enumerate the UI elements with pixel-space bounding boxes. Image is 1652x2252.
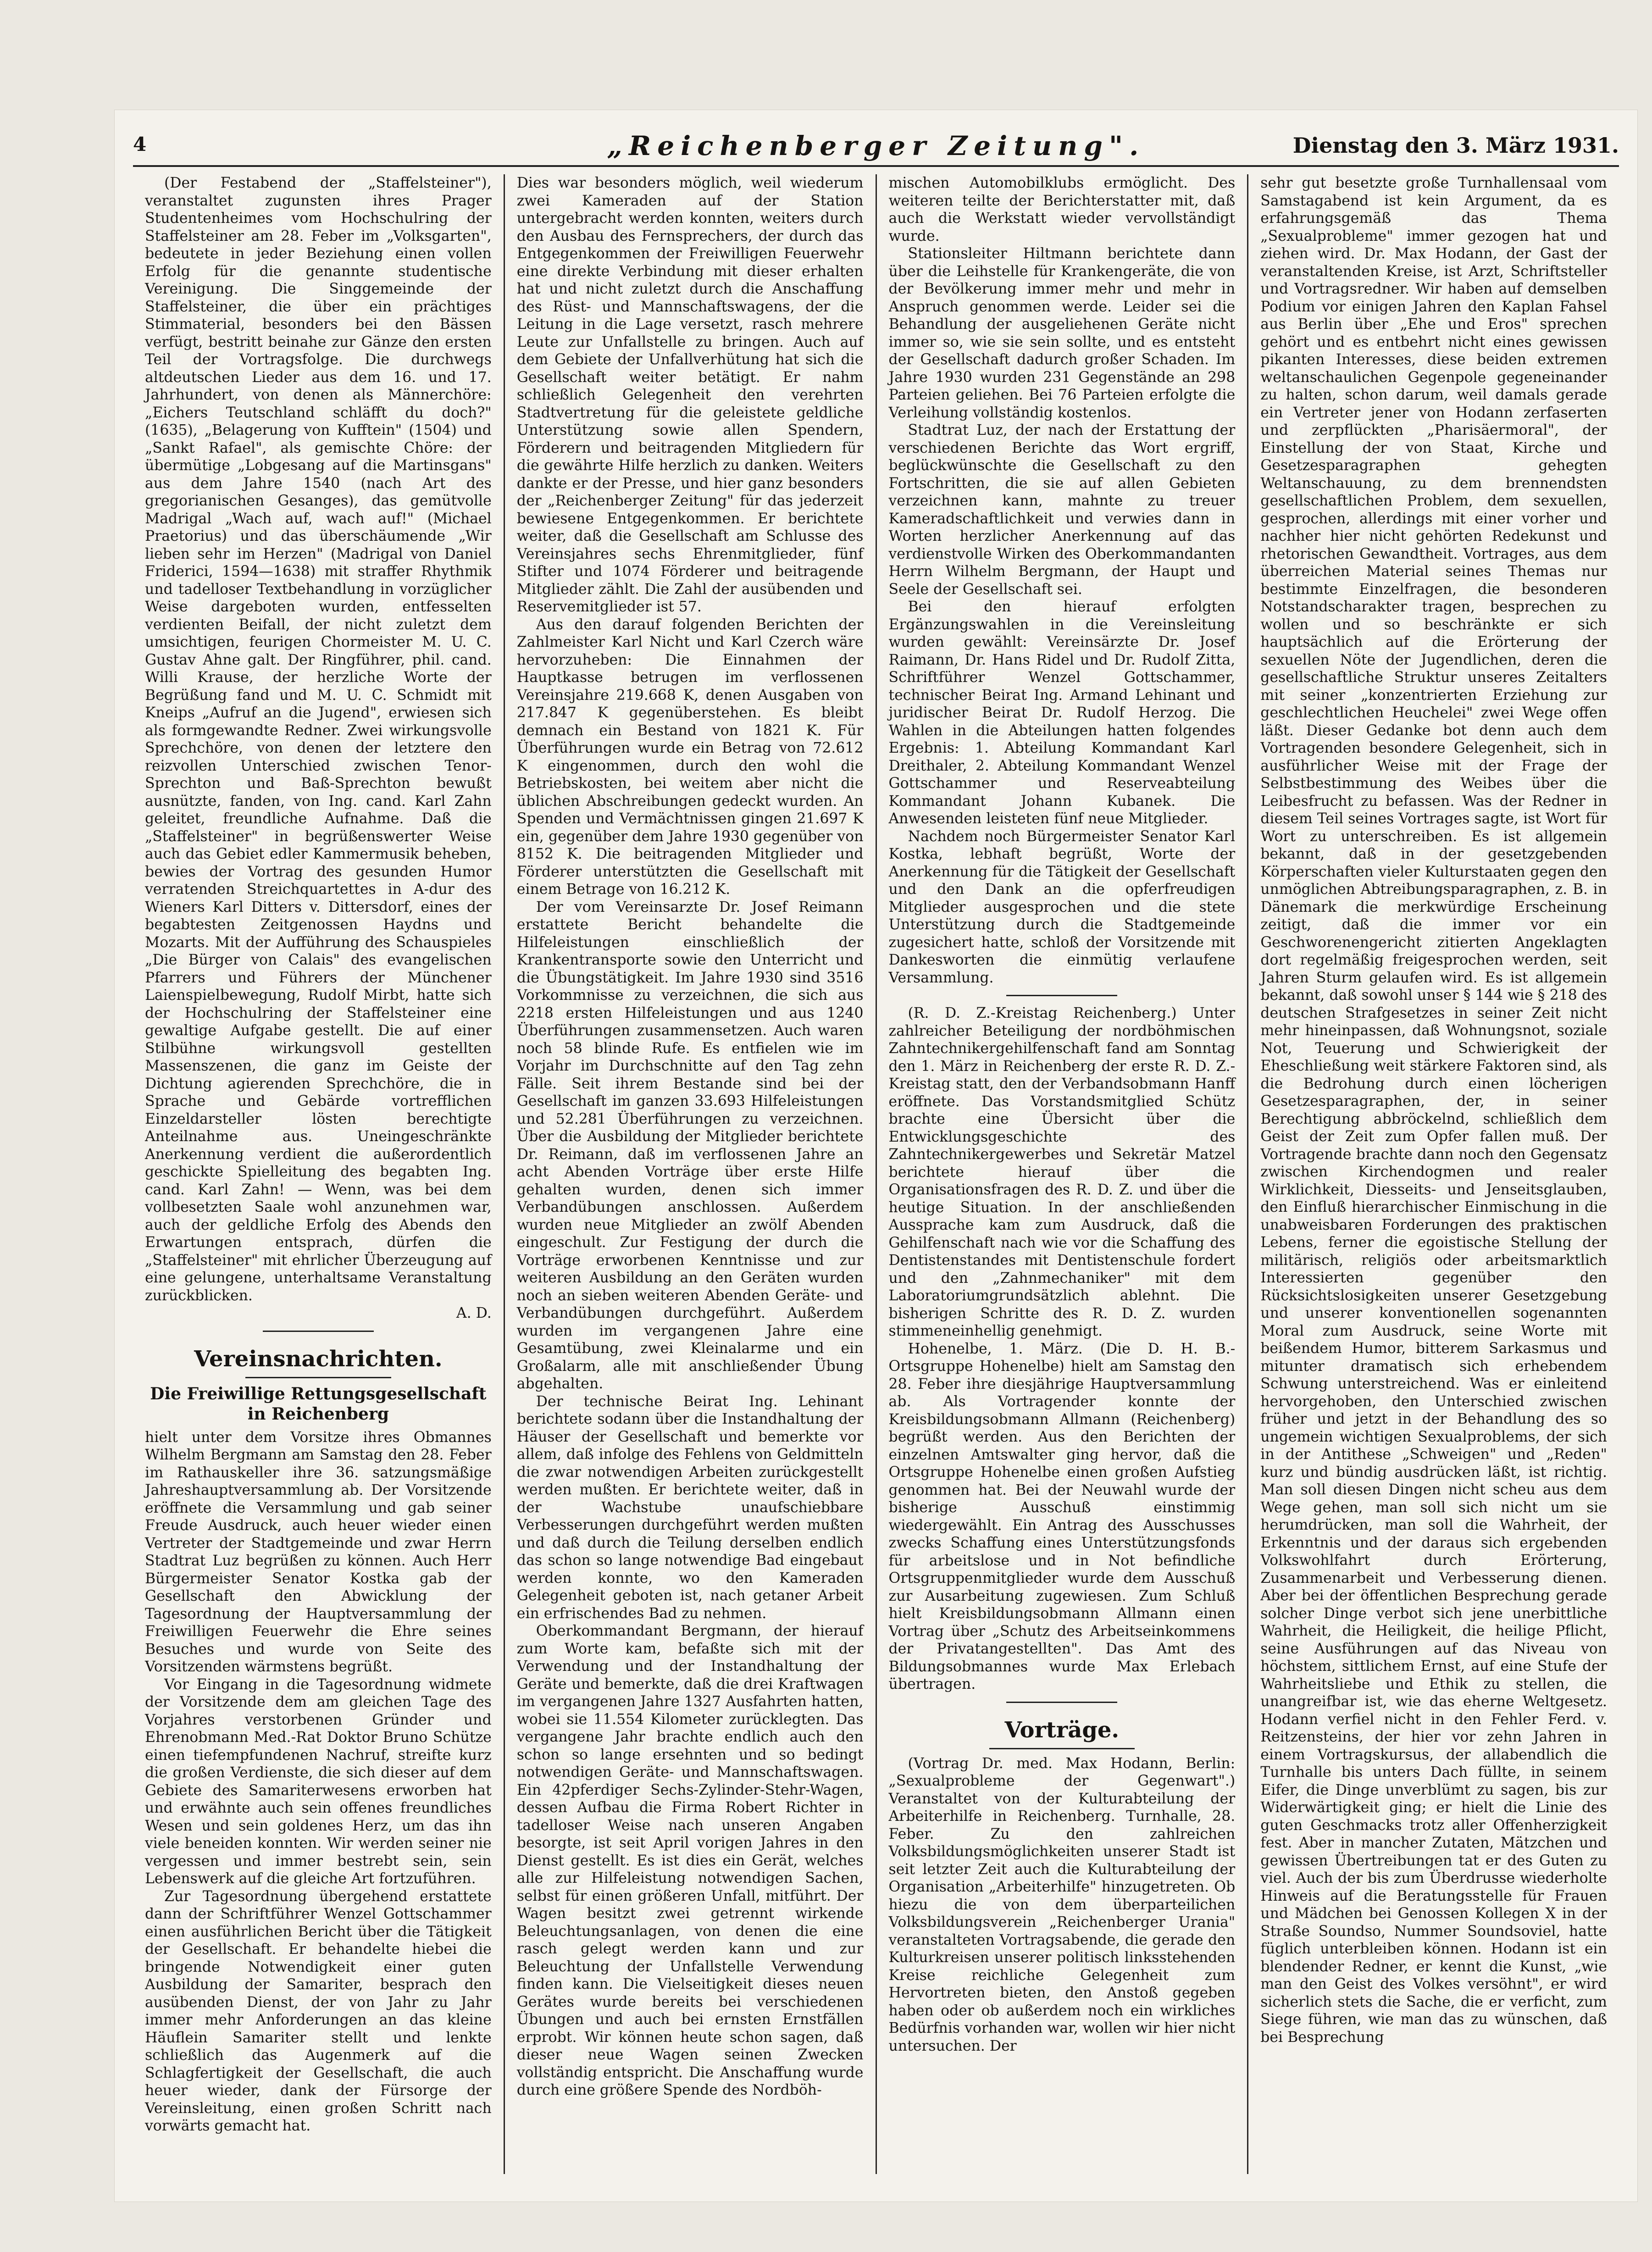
page-header xyxy=(133,128,1619,167)
divider xyxy=(245,1377,391,1378)
page-number: 4 xyxy=(133,133,149,155)
masthead: „Reichenberger Zeitung". xyxy=(607,130,1145,161)
issue-date: Dienstag den 3. März 1931. xyxy=(1292,133,1619,158)
paragraph: Bei den hierauf erfolgten Ergänzungswahlen in die Vereinsleitung wurden gewählt: Vereinsärzte Dr. Josef Raimann, Dr. Hans Ridel und Dr. Rudolf Zitta, Schriftführer Wenzel Gottschammer, technischer Beirat Ing. Armand Lehinant und juridischer Beirat Dr. Rudolf Herzog. Die Wahlen in die Abteilungen hatten folgendes Ergebnis: 1. Abteilung Kommandant Karl Dreithaler, 2. Abteilung Kommandant Wenzel Gottschammer und Reserveabteilung Kommandant Johann Kubanek. Die Anwesenden leisteten fünf neue Mitglieder. xyxy=(888,599,1236,827)
divider xyxy=(1006,1702,1117,1703)
paragraph: Dies war besonders möglich, weil wiederum zwei Kameraden auf der Station untergebracht werden konnten, weiters durch den Ausbau des Fernsprechers, der durch das Entgegenkommen der Freiwilligen Feuerwehr eine direkte Verbindung mit dieser erhalten hat und nicht zuletzt durch die Anschaffung des Rüst- und Mannschaftswagens, der die Leitung in die Lage versetzt, rasch mehrere Leute zur Unfallstelle zu bringen. Auch auf dem Gebiete der Unfallverhütung hat sich die Gesellschaft weiter betätigt. Er nahm schließlich Gelegenheit den verehrten Stadtvertretung für die geleistete geldliche Unterstützung sowie allen Spendern, Förderern und beitragenden Mitgliedern für die gewährte Hilfe herzlich zu danken. Weiters dankte er der Presse, und hier ganz besonders der „Reichenberger Zeitung" für das jederzeit bewiesene Entgegenkommen. Er berichtete weiter, daß die Gesellschaft am Schlusse des Vereinsjahres sechs Ehrenmitglieder, fünf Stifter und 1074 Förderer und beitragende Mitglieder zählt. Die Zahl der ausübenden und Reservemitglieder ist 57. xyxy=(516,175,864,615)
paragraph: Oberkommandant Bergmann, der hierauf zum Worte kam, befaßte sich mit der Verwendung und der Instandhaltung der Geräte und bemerkte, daß die drei Kraftwagen im vergangenen Jahre 1327 Ausfahrten hatten, wobei sie 11.554 Kilometer zurücklegten. Das vergangene Jahr brachte endlich auch den schon so lange ersehnten und so bedingt notwendigen Geräte- und Mannschaftswagen. Ein 42pferdiger Sechs-Zylinder-Stehr-Wagen, dessen Aufbau die Firma Robert Richter in tadelloser Weise nach unseren Angaben besorgte, ist seit April vorigen Jahres in den Dienst gestellt. Es ist dies ein Gerät, welches alle zur Hilfeleistung notwendigen Sachen, selbst für einen größeren Unfall, mitführt. Der Wagen besitzt zwei getrennt wirkende Beleuchtungsanlagen, von denen die eine rasch gelegt werden kann und zur Beleuchtung der Unfallstelle Verwendung finden kann. Die Vielseitigkeit dieses neuen Gerätes wurde bereits bei verschiedenen Übungen und auch bei ernsten Ernstfällen erprobt. Wir können heute schon sagen, daß dieser neue Wagen seinen Zwecken vollständig entspricht. Die Anschaffung wurde durch eine größere Spende des Nordböh- xyxy=(516,1623,864,2098)
column-4 xyxy=(1247,174,1619,2174)
staffelsteiner-article: (Der Festabend der „Staffelsteiner"), veranstaltet zugunsten ihres Prager Studentenheimes vom Hochschulring der Staffelsteiner am 28. Feber im „Volksgarten", bedeutete in jeder Beziehung einen vollen Erfolg für die genannte studentische Vereinigung. Die Singgemeinde der Staffelsteiner, die über ein prächtiges Stimmaterial, besonders bei den Bässen verfügt, bestritt beinahe zur Gänze den ersten Teil der Vortragsfolge. Die durchwegs altdeutschen Lieder aus dem 16. und 17. Jahrhundert, von denen als Männerchöre: „Eichers Teutschland schläfft du doch?" (1635), „Belagerung von Kufftein" (1504) und „Sankt Rafael", als gemischte Chöre: der übermütige „Lobgesang auf die Martinsgans" aus dem Jahre 1540 (nach Art des gregorianischen Gesanges), das gemütvolle Madrigal „Wach auf, wach auf!" (Michael Praetorius) und das überschäumende „Wir lieben sehr im Herzen" (Madrigal von Daniel Friderici, 1594—1638) mit straffer Rhythmik und tadelloser Textbehandlung in vorzüglicher Weise dargeboten wurden, entfesselten verdienten Beifall, der nicht zuletzt dem umsichtigen, feurigen Chormeister M. U. C. Gustav Ahne galt. Der Ringführer, phil. cand. Willi Krause, der herzliche Worte der Begrüßung fand und M. U. C. Schmidt mit Kneips „Aufruf an die Jugend", erwiesen sich als formgewandte Redner. Zwei wirkungsvolle Sprechchöre, von denen der letztere den reizvollen Unterschied zwischen Tenor-Sprechton und Baß-Sprechton bewußt ausnützte, fanden, von Ing. cand. Karl Zahn geleitet, freundliche Aufnahme. Daß die „Staffelsteiner" in begrüßenswerter Weise auch das Gebiet edler Kammermusik beheben, bewies der Vortrag des gesunden Humor verratenden Streichquartettes in A-dur des Wieners Karl Ditters v. Dittersdorf, eines der begabtesten Zeitgenossen Haydns und Mozarts. Mit der Aufführung des Schauspieles „Die Bürger von Calais" des evangelischen Pfarrers und Führers der Münchener Laienspielbewegung, Rudolf Mirbt, hatte sich der Hochschulring der Staffelsteiner eine gewaltige Aufgabe gestellt. Die auf einer Stilbühne wirkungsvoll gestellten Massenszenen, die ganz im Geiste der Dichtung agierenden Sprechchöre, die in Sprache und Gebärde vortrefflichen Einzeldarsteller lösten berechtigte Anteilnahme aus. Uneingeschränkte Anerkennung verdient die außerordentlich geschickte Spielleitung des begabten Ing. cand. Karl Zahn! — Wenn, was bei dem vollbesetzten Saale wohl anzunehmen war, auch der geldliche Erfolg des Abends den Erwartungen entsprach, dürfen die „Staffelsteiner" mit ehrlicher Überzeugung auf eine gelungene, unterhaltsame Veranstaltung zurückblicken. xyxy=(145,175,492,1304)
paragraph: Der vom Vereinsarzte Dr. Josef Reimann erstattete Bericht behandelte die Hilfeleistungen einschließlich der Krankentransporte sowie den Unterricht und die Übungstätigkeit. Im Jahre 1930 sind 3516 Vorkommnisse zu verzeichnen, die sich aus 2218 ersten Hilfeleistungen und aus 1240 Überführungen zusammensetzen. Auch waren noch 58 blinde Rufe. Es entfielen wie im Vorjahr im Durchschnitte auf den Tag zehn Fälle. Seit ihrem Bestande sind bei der Gesellschaft im ganzen 33.693 Hilfeleistungen und 52.281 Überführungen zu verzeichnen. Über die Ausbildung der Mitglieder berichtete Dr. Reimann, daß im verflossenen Jahre an acht Abenden Vorträge über erste Hilfe gehalten wurden, denen sich immer Verbandübungen anschlossen. Außerdem wurden neue Mitglieder an zwölf Abenden eingeschult. Zur Festigung der durch die Vorträge erworbenen Kenntnisse und zur weiteren Ausbildung an den Geräten wurden noch an sieben weiteren Abenden Geräte- und Verbandübungen durchgeführt. Außerdem wurden im vergangenen Jahre eine Gesamtübung, zwei Kleinalarme und ein Großalarm, alle mit anschließender Übung abgehalten. xyxy=(516,899,864,1392)
newspaper-page xyxy=(115,110,1637,2202)
article-columns xyxy=(133,174,1619,2174)
paragraph: Der technische Beirat Ing. Lehinant berichtete sodann über die Instandhaltung der Häuser der Gesellschaft und bemerkte vor allem, daß infolge des Fehlens von Geldmitteln die zwar notwendigen Arbeiten zurückgestellt werden mußten. Er berichtete weiter, daß in der Wachstube unaufschiebbare Verbesserungen durchgeführt werden mußten und daß durch die Teilung derselben endlich das schon so lange notwendige Bad eingebaut werden konnte, wo den Kameraden Gelegenheit geboten ist, nach getaner Arbeit ein erfrischendes Bad zu nehmen. xyxy=(516,1393,864,1622)
kreistag-article: (R. D. Z.-Kreistag Reichenberg.) Unter zahlreicher Beteiligung der nordböhmischen Zahntechnikergehilfenschaft fand am Sonntag den 1. März in Reichenberg der erste R. D. Z.-Kreistag statt, den der Verbandsobmann Hanff eröffnete. Das Vorstandsmitglied Schütz brachte eine Übersicht über die Entwicklungsgeschichte des Zahntechnikergewerbes und Sekretär Matzel berichtete hierauf über die Organisationsfragen des R. D. Z. und über die heutige Situation. In der anschließenden Aussprache kam zum Ausdruck, daß die Gehilfenschaft nach wie vor die Schaffung des Dentistenstandes mit Dentistenschule fordert und den „Zahnmechaniker" mit dem Laboratoriumgrundsätzlich ablehnt. Die bisherigen Schritte des R. D. Z. wurden stimmeneinhellig genehmigt. xyxy=(888,1005,1236,1339)
paragraph: Stationsleiter Hiltmann berichtete dann über die Leihstelle für Krankengeräte, die von der Bevölkerung immer mehr und mehr in Anspruch genommen werde. Leider sei die Behandlung der ausgeliehenen Geräte nicht immer so, wie sie sein sollte, und es entsteht der Gesellschaft dadurch großer Schaden. Im Jahre 1930 wurden 231 Gegenstände an 298 Parteien geliehen. Bei 76 Parteien erfolgte die Verleihung vollständig kostenlos. xyxy=(888,245,1236,421)
paragraph: mischen Automobilklubs ermöglicht. Des weiteren teilte der Berichterstatter mit, daß auch die Werkstatt wieder vervollständigt wurde. xyxy=(888,175,1236,244)
paragraph: Zur Tagesordnung übergehend erstattete dann der Schriftführer Wenzel Gottschammer einen ausführlichen Bericht über die Tätigkeit der Gesellschaft. Er behandelte hiebei die bringende Notwendigkeit einer guten Ausbildung der Samariter, besprach den ausübenden Dienst, der von Jahr zu Jahr immer mehr Anforderungen an das kleine Häuflein Samariter stellt und lenkte schließlich das Augenmerk auf die Schlagfertigkeit der Gesellschaft, die auch heuer wieder, dank der Fürsorge der Vereinsleitung, einen großen Schritt nach vorwärts gemacht hat. xyxy=(145,1888,492,2134)
paragraph: Aus den darauf folgenden Berichten der Zahlmeister Karl Nicht und Karl Czerch wäre hervorzuheben: Die Einnahmen der Hauptkasse betrugen im verflossenen Vereinsjahre 219.668 K, denen Ausgaben von 217.847 K gegenüberstehen. Es bleibt demnach ein Bestand von 1821 K. Für Überführungen wurde ein Betrag von 72.612 K eingenommen, durch den wohl die Betriebskosten, bei weitem aber nicht die üblichen Abschreibungen gedeckt wurden. An Spenden und Vermächtnissen gingen 21.697 K ein, gegenüber dem Jahre 1930 gegenüber von 8152 K. Die beitragenden Mitglieder und Förderer unterstützten die Gesellschaft mit einem Betrage von 16.212 K. xyxy=(516,616,864,898)
lecture-review-continued: sehr gut besetzte große Turnhallensaal vom Samstagabend ist kein Argument, da es erfahrungsgemäß das Thema „Sexualprobleme" immer gezogen hat und ziehen wird. Dr. Max Hodann, der Gast der veranstaltenden Kreise, ist Arzt, Schriftsteller und Vortragsredner. Wir haben auf demselben Podium vor einigen Jahren den Kaplan Fahsel aus Berlin über „Ehe und Eros" sprechen gehört und es entbehrt nicht eines gewissen pikanten Interesses, diese beiden extremen weltanschaulichen Gegenpole gegeneinander zu halten, schon darum, weil damals gerade ein Vertreter jener von Hodann zerfaserten und zerpflückten „Pharisäermoral", der Einstellung der von Staat, Kirche und Gesetzesparagraphen gehegten Weltanschauung, zu dem brennendsten gesellschaftlichen Problem, dem sexuellen, gesprochen, allerdings mit einer vorher und nachher hier nicht gehörten Redekunst und rhetorischen Gewandtheit. Vortrages, aus dem überreichen Material seines Themas nur bestimmte Einzelfragen, die besonderen Notstandscharakter tragen, besprechen zu wollen und so beschränkte er sich hauptsächlich auf die Erörterung der sexuellen Nöte der Jugendlichen, deren die gesellschaftliche Struktur unseres Zeitalters mit seiner „konzentrierten Erziehung zur geschlechtlichen Heuchelei" zwei Wege offen läßt. Dieser Gedanke bot denn auch dem Vortragenden besondere Gelegenheit, sich in ausführlicher Weise mit der Frage der Selbstbestimmung des Weibes über die Leibesfrucht zu befassen. Was der Redner in diesem Teil seines Vortrages sagte, ist Wort für Wort zu unterschreiben. Es ist allgemein bekannt, daß in der gesetzgebenden Körperschaften vieler Kulturstaaten gegen den unmöglichen Abtreibungsparagraphen, z. B. in Dänemark die merkwürdige Erscheinung zeitigt, daß die immer vor ein Geschworenengericht zitierten Angeklagten dort regelmäßig freigesprochen werden, seit Jahren Sturm gelaufen wird. Es ist allgemein bekannt, daß sowohl unser § 144 wie § 218 des deutschen Strafgesetzes in seiner Zeit nicht mehr hineinpassen, daß Wohnungsnot, soziale Not, Teuerung und Schwierigkeit der Eheschließung weit stärkere Faktoren sind, als die Bedrohung durch einen löcherigen Gesetzesparagraphen, der, in seiner Berechtigung abbröckelnd, schließlich dem Geist der Zeit zum Opfer fallen muß. Der Vortragende brachte dann noch den Gegensatz zwischen Kirchendogmen und realer Wirklichkeit, Diesseits- und Jenseitsglauben, den Einfluß hierarchischer Einmischung in die unabweisbaren Forderungen des praktischen Lebens, ferner die egoistische Stellung der militärisch, religiös oder arbeitsmarktlich Interessierten gegenüber den Rücksichtslosigkeiten unserer Gesetzgebung und unserer konventionellen sogenannten Moral zum Ausdruck, seine Worte mit beißendem Humor, bitterem Sarkasmus und mitunter dramatisch sich erhebendem Schwung unterstreichend. Was er einleitend hervorgehoben, den Unterschied zwischen früher und jetzt in der Behandlung des so ungemein wichtigen Sexualproblems, der sich in der Antithese „Schweigen" und „Reden" kurz und bündig ausdrücken läßt, ist richtig. Man soll diesen Dingen nicht scheu aus dem Wege gehen, man soll sich nicht um sie herumdrücken, man soll die Wahrheit, der Erkenntnis und der daraus sich ergebenden Volkswohlfahrt durch Erörterung, Zusammenarbeit und Verbesserung dienen. Aber bei der öffentlichen Besprechung gerade solcher Dinge verbot sich jene unerbittliche Wahrheit, die Heiligkeit, die heilige Pflicht, seine Ausführungen auf das Niveau von höchstem, sittlichem Ernst, auf eine Stufe der Wahrheitsliebe und Ethik zu stellen, die unangreifbar ist, wie das eherne Weltgesetz. Hodann verfiel nicht in den Fehler Ferd. v. Reitzensteins, der hier vor zehn Jahren in einem Vortragskursus, der allabendlich die Turnhalle bis unters Dach füllte, in seinem Eifer, die Dinge unverblümt zu sagen, bis zur Widerwärtigkeit ging; er hielt die Linie des guten Geschmacks trotz aller Offenherzigkeit fest. Aber in mancher Zutaten, Mätzchen und gewissen Übertreibungen tat er des Guten zu viel. Auch der bis zum Überdrusse wiederholte Hinweis auf die Beratungsstelle für Frauen und Mädchen bei Genossen Kollegen X in der Straße Soundso, Nummer Soundsoviel, hatte füglich unterbleiben können. Hodann ist ein blendender Redner, er kennt die Kunst, „wie man den Geist des Volkes versöhnt", er wird sicherlich stets die Sache, die er verficht, zum Siege führen, wie man das zu wünschen, daß bei Besprechung xyxy=(1260,175,1607,2046)
divider xyxy=(989,1748,1135,1749)
section-heading-vereinsnachrichten: Vereinsnachrichten. xyxy=(194,1346,443,1372)
paragraph: Vor Eingang in die Tagesordnung widmete der Vorsitzende dem am gleichen Tage des Vorjahres verstorbenen Gründer und Ehrenobmann Med.-Rat Doktor Bruno Schütze einen tiefempfundenen Nachruf, streifte kurz die großen Verdienste, die sich dieser auf dem Gebiete des Samariterwesens erworben hat und erwähnte auch sein offenes freundliches Wesen und sein goldenes Herz, um das ihn viele beneiden konnten. Wir werden seiner nie vergessen und immer bestrebt sein, sein Lebenswerk auf die gleiche Art fortzuführen. xyxy=(145,1676,492,1887)
paragraph: hielt unter dem Vorsitze ihres Obmannes Wilhelm Bergmann am Samstag den 28. Feber im Rathauskeller ihre 36. satzungsmäßige Jahreshauptversammlung ab. Der Vorsitzende eröffnete die Versammlung und gab seiner Freude Ausdruck, auch heuer wieder einen Vertreter der Stadtgemeinde und zwar Herrn Stadtrat Luz begrüßen zu können. Auch Herr Bürgermeister Senator Kostka gab der Gesellschaft den Abwicklung der Tagesordnung der Hauptversammlung der Freiwilligen Feuerwehr die Ehre seines Besuches und wurde von Seite des Vorsitzenden wärmstens begrüßt. xyxy=(145,1429,492,1675)
lecture-review: (Vortrag Dr. med. Max Hodann, Berlin: „Sexualprobleme der Gegenwart".) Veranstaltet von der Kulturabteilung der Arbeiterhilfe in Reichenberg. Turnhalle, 28. Feber. Zu den zahlreichen Volksbildungsmöglichkeiten unserer Stadt ist seit letzter Zeit auch die Kulturabteilung der Organisation „Arbeiterhilfe" hinzugetreten. Ob hiezu die von dem überparteilichen Volksbildungsverein „Reichenberger Urania" veranstalteten Vortragsabende, die gerade den Kulturkreisen unserer politisch linksstehenden Kreise reichliche Gelegenheit zum Hervortreten bieten, den Anstoß gegeben haben oder ob außerdem noch ein wirkliches Bedürfnis vorhanden war, wollen wir hier nicht untersuchen. Der xyxy=(888,1755,1236,2054)
article-headline-rettungsgesellschaft: Die Freiwillige Rettungsgesellschaft in Reichenberg xyxy=(150,1384,487,1424)
section-heading-vortraege: Vorträge. xyxy=(1004,1717,1120,1743)
article-signature: A. D. xyxy=(456,1305,492,1321)
column-3 xyxy=(876,174,1247,2174)
paragraph: Stadtrat Luz, der nach der Erstattung der verschiedenen Berichte das Wort ergriff, beglückwünschte die Gesellschaft zu den Fortschritten, die sie auf allen Gebieten verzeichnen kann, mahnte zu treuer Kameradschaftlichkeit und verwies dann in Worten herzlicher Anerkennung auf das verdienstvolle Wirken des Oberkommandanten Herrn Wilhelm Bergmann, der Haupt und Seele der Gesellschaft sei. xyxy=(888,422,1236,598)
column-2 xyxy=(504,174,876,2174)
paragraph: Nachdem noch Bürgermeister Senator Karl Kostka, lebhaft begrüßt, Worte der Anerkennung für die Tätigkeit der Gesellschaft und den Dank an die opferfreudigen Mitglieder ausgesprochen und die stete Unterstützung durch die Stadtgemeinde zugesichert hatte, schloß der Vorsitzende mit Dankesworten die einmütig verlaufene Versammlung. xyxy=(888,828,1236,986)
divider xyxy=(263,1331,374,1332)
divider xyxy=(1006,995,1117,996)
column-1 xyxy=(133,174,504,2174)
hohenelbe-article: Hohenelbe, 1. März. (Die D. H. B.-Ortsgruppe Hohenelbe) hielt am Samstag den 28. Feber ihre diesjährige Hauptversammlung ab. Als Vortragender konnte der Kreisbildungsobmann Allmann (Reichenberg) begrüßt werden. Aus den Berichten der einzelnen Amtswalter ging hervor, daß die Ortsgruppe Hohenelbe einen großen Aufstieg genommen hat. Bei der Neuwahl wurde der bisherige Ausschuß einstimmig wiedergewählt. Ein Antrag des Ausschusses zwecks Schaffung eines Unterstützungsfonds für arbeitslose und in Not befindliche Ortsgruppenmitglieder wurde dem Ausschuß zur Ausarbeitung zugewiesen. Zum Schluß hielt Kreisbildungsobmann Allmann einen Vortrag über „Schutz des Arbeitseinkommens der Privatangestellten". Das Amt des Bildungsobmannes wurde Max Erlebach übertragen. xyxy=(888,1340,1236,1692)
